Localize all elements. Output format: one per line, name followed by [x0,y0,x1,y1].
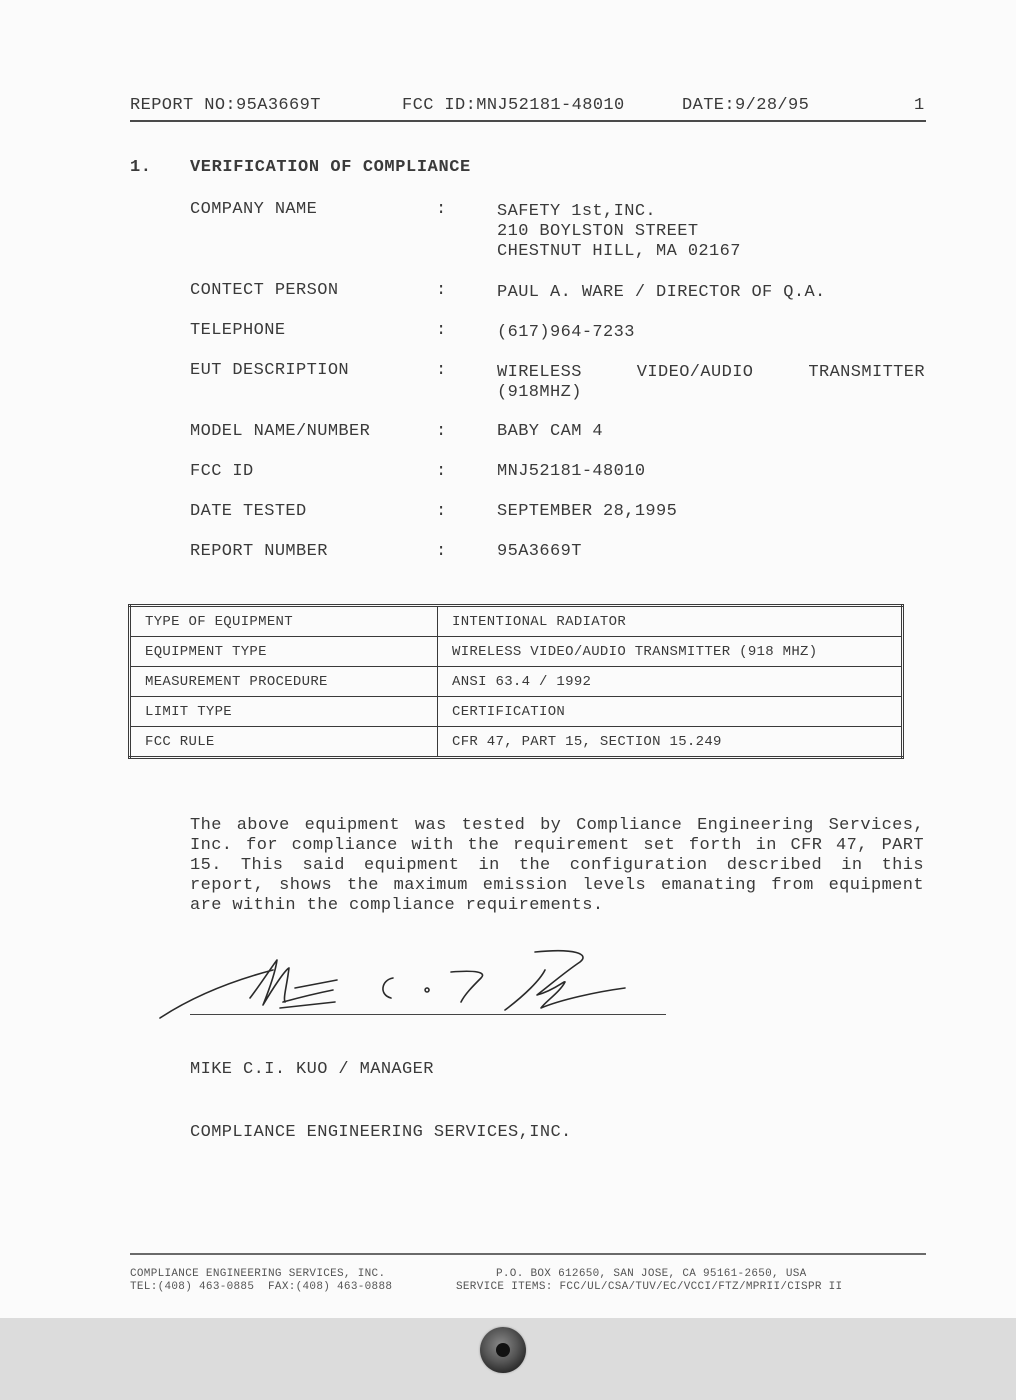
field-value [497,283,925,303]
field-colon: : [436,321,447,340]
field-value [497,323,925,343]
field-value [497,422,925,442]
value-line: PAUL A. WARE / DIRECTOR OF Q.A. [497,283,826,302]
report-number: REPORT NO:95A3669T [130,96,321,115]
field-value [497,363,925,403]
field-colon: : [436,281,447,300]
field-value [497,462,925,482]
value-line: CHESTNUT HILL, MA 02167 [497,242,741,261]
field-label: DATE TESTED [190,502,307,521]
signer-block [190,1017,572,1185]
table-cell-label: FCC RULE [130,727,438,758]
field-colon: : [436,462,447,481]
field-label: MODEL NAME/NUMBER [190,422,371,441]
value-line: (617)964-7233 [497,323,635,342]
value-line: SAFETY 1st,INC. [497,202,657,221]
table-cell-value: WIRELESS VIDEO/AUDIO TRANSMITTER (918 MHZ) [438,637,903,667]
field-label: FCC ID [190,462,254,481]
signer-company: COMPLIANCE ENGINEERING SERVICES,INC. [190,1123,572,1142]
page-number: 1 [914,96,925,115]
field-value [497,202,925,262]
field-colon: : [436,361,447,380]
value-line: (918MHZ) [497,383,582,402]
table-cell-value: CERTIFICATION [438,697,903,727]
value-line: BABY CAM 4 [497,422,604,441]
value-line: 95A3669T [497,542,582,561]
field-value [497,502,925,522]
table-cell-value: INTENTIONAL RADIATOR [438,606,903,637]
field-label: CONTECT PERSON [190,281,339,300]
value-line: WIRELESS VIDEO/AUDIO TRANSMITTER [497,363,925,382]
table-cell-value: ANSI 63.4 / 1992 [438,667,903,697]
table-cell-label: EQUIPMENT TYPE [130,637,438,667]
report-header [130,96,926,122]
table-row [130,606,903,637]
value-line: MNJ52181-48010 [497,462,646,481]
equipment-table [128,604,904,759]
field-label: EUT DESCRIPTION [190,361,350,380]
value-line: SEPTEMBER 28,1995 [497,502,678,521]
table-cell-label: MEASUREMENT PROCEDURE [130,667,438,697]
footer-divider [130,1253,926,1255]
fcc-id: FCC ID:MNJ52181-48010 [402,96,625,115]
table-row [130,727,903,758]
table-cell-label: TYPE OF EQUIPMENT [130,606,438,637]
field-colon: : [436,422,447,441]
section-number: 1. [130,158,152,177]
value-line: 210 BOYLSTON STREET [497,222,699,241]
footer-service-items: SERVICE ITEMS: FCC/UL/CSA/TUV/EC/VCCI/FTZ/MPRII/CISPR II [456,1281,843,1293]
footer-company: COMPLIANCE ENGINEERING SERVICES, INC. [130,1268,386,1280]
table-row [130,637,903,667]
field-colon: : [436,502,447,521]
table-row [130,697,903,727]
signer-name: MIKE C.I. KUO / MANAGER [190,1060,434,1079]
signature-line [190,1014,666,1015]
field-colon: : [436,200,447,219]
section-title: VERIFICATION OF COMPLIANCE [190,158,471,177]
field-label: TELEPHONE [190,321,286,340]
compliance-statement: The above equipment was tested by Compliance Engineering Services, Inc. for compliance with the requirement set forth in CFR 47, PART 15. This said equipment in the configuration described in this report, shows the maximum emission levels emanating from equipment are within the compliance requirements. [190,816,924,915]
report-date: DATE:9/28/95 [682,96,810,115]
table-cell-label: LIMIT TYPE [130,697,438,727]
field-colon: : [436,542,447,561]
table-row [130,667,903,697]
footer-address: P.O. BOX 612650, SAN JOSE, CA 95161-2650, USA [496,1268,807,1280]
footer-tel-fax: TEL:(408) 463-0885 FAX:(408) 463-0888 [130,1281,393,1293]
screw-icon [480,1327,526,1373]
field-label: COMPANY NAME [190,200,318,219]
field-label: REPORT NUMBER [190,542,328,561]
table-cell-value: CFR 47, PART 15, SECTION 15.249 [438,727,903,758]
field-value [497,542,925,562]
